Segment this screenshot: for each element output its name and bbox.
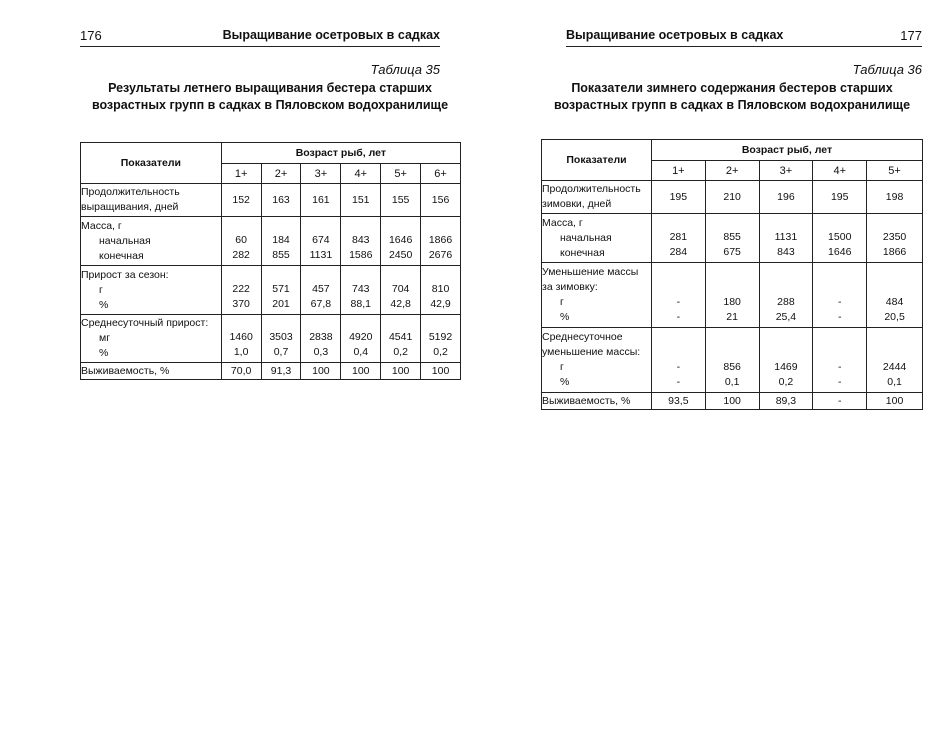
cell: 25,4 [775,311,797,323]
cell: 675 [723,246,741,258]
cell: 100 [705,393,759,410]
cell: 370 [232,298,250,310]
age-header: 4+ [341,164,381,184]
cell: 198 [867,181,923,214]
row-sublabel: начальная [99,234,151,247]
cell: 89,3 [759,393,813,410]
page-number: 176 [80,28,102,43]
row-label: Масса, г [542,216,583,229]
age-header: 2+ [261,164,301,184]
cell: 1866 [882,246,907,258]
cell: 1646 [388,234,413,246]
age-header: 6+ [421,164,461,184]
row-label: Масса, г [81,219,122,232]
cell: 222 [232,283,250,295]
cell: 2838 [309,331,333,343]
row-sublabel: конечная [560,246,605,259]
cell: 1500 [828,231,852,243]
cell: 1586 [349,249,373,261]
age-header: 4+ [813,161,867,181]
cell: 5192 [428,331,453,343]
cell: 91,3 [261,363,301,380]
table-row [542,214,923,263]
cell: 184 [272,234,290,246]
row-label: Прирост за сезон: [81,268,169,281]
page-number: 177 [900,28,922,43]
cell: - [676,361,681,373]
cell: 4920 [349,331,373,343]
cell: 0,4 [353,346,369,358]
cell: - [676,311,681,323]
cell: 0,7 [273,346,289,358]
row-label: Продолжительность выращивания, дней [81,184,222,217]
cell: 210 [705,181,759,214]
cell: 1,0 [233,346,249,358]
right-page [466,0,932,737]
cell: 1646 [828,246,852,258]
cell: 0,1 [724,376,740,388]
cell: - [837,361,842,373]
cell: 457 [312,283,330,295]
cell: 100 [301,363,341,380]
row-sublabel: г [560,296,564,308]
age-header: 5+ [381,164,421,184]
cell: 1469 [774,361,798,373]
running-header [566,28,922,47]
table-row [542,263,923,328]
running-header [80,28,440,47]
cell: 21 [726,311,738,323]
cell: 0,2 [433,346,448,358]
table-row [81,363,461,380]
cell: - [676,296,681,308]
table-row [81,217,461,266]
cell: 195 [813,181,867,214]
row-label: Среднесуточное уменьшение массы: [542,331,641,358]
row-sublabel: % [99,298,109,311]
cell: 843 [777,246,795,258]
cell: 288 [777,296,795,308]
cell: 856 [723,361,741,373]
cell: - [837,311,842,323]
cell: 100 [381,363,421,380]
cell: 100 [341,363,381,380]
cell: 155 [381,184,421,217]
cell: 4541 [388,331,413,343]
cell: 0,3 [313,346,329,358]
cell: 2444 [882,361,907,373]
cell: 0,1 [887,376,902,388]
running-title: Выращивание осетровых в садках [566,28,784,42]
cell: 163 [261,184,301,217]
cell: 67,8 [310,298,332,310]
cell: 60 [235,234,247,246]
age-header: 3+ [759,161,813,181]
cell: 282 [232,249,250,261]
table-row [81,315,461,363]
cell: 93,5 [651,393,705,410]
row-sublabel: мг [99,332,111,344]
table-label: Таблица 36 [852,62,922,77]
table-row [542,393,923,410]
cell: 100 [867,393,923,410]
cell: 0,2 [393,346,408,358]
header-age: Возраст рыб, лет [651,140,922,161]
cell: - [837,376,842,388]
cell: 1131 [774,231,798,243]
cell: 100 [421,363,461,380]
cell: 156 [421,184,461,217]
table-title: Показатели зимнего содержания бестеров старших возрастных групп в садках в Пяловском водохранилище [553,81,911,112]
table-row [542,181,923,214]
age-header: 1+ [651,161,705,181]
cell: 281 [669,231,688,243]
cell: 571 [272,283,290,295]
row-sublabel: % [99,347,109,359]
row-label: Среднесуточный прирост: [81,317,209,329]
cell: 0,2 [778,376,794,388]
cell: 88,1 [350,298,371,310]
cell: 151 [341,184,381,217]
row-label: Уменьшение массы за зимовку: [542,266,639,293]
age-header: 1+ [221,164,261,184]
cell: - [813,393,867,410]
header-indicator: Показатели [81,143,222,184]
table-row [542,328,923,393]
row-sublabel: г [560,361,564,373]
row-sublabel: % [560,311,570,323]
cell: 1866 [428,234,453,246]
row-label: Выживаемость, % [81,363,222,380]
cell: 42,9 [430,298,451,310]
running-title: Выращивание осетровых в садках [222,28,440,42]
cell: 196 [759,181,813,214]
cell: 201 [272,298,290,310]
table-label: Таблица 35 [370,62,440,77]
table-35 [80,142,461,380]
header-indicator: Показатели [542,140,652,181]
age-header: 3+ [301,164,341,184]
cell: 70,0 [221,363,261,380]
cell: 152 [221,184,261,217]
cell: 2450 [388,249,413,261]
cell: 704 [391,283,410,295]
row-sublabel: г [99,283,103,296]
row-sublabel: % [560,376,570,388]
age-header: 5+ [867,161,923,181]
cell: 743 [351,283,370,295]
row-label: Продолжительность зимовки, дней [542,181,652,214]
cell: - [676,376,681,388]
row-sublabel: конечная [99,249,144,262]
cell: - [837,296,842,308]
cell: 42,8 [390,298,411,310]
cell: 161 [301,184,341,217]
cell: 180 [723,296,741,308]
cell: 843 [351,234,370,246]
age-header: 2+ [705,161,759,181]
row-sublabel: начальная [560,231,612,244]
cell: 195 [651,181,705,214]
cell: 484 [885,296,904,308]
cell: 810 [431,283,450,295]
cell: 855 [723,231,741,243]
table-36 [541,139,923,410]
cell: 284 [669,246,688,258]
table-row [81,184,461,217]
row-label: Выживаемость, % [542,393,652,410]
table-row [81,266,461,315]
cell: 1131 [309,249,333,261]
cell: 674 [312,234,330,246]
cell: 855 [272,249,290,261]
cell: 2676 [428,249,453,261]
header-age: Возраст рыб, лет [221,143,460,164]
cell: 3503 [269,331,293,343]
cell: 2350 [882,231,907,243]
cell: 1460 [229,331,253,343]
table-title: Результаты летнего выращивания бестера старших возрастных групп в садках в Пяловском водохранилище [91,81,449,112]
cell: 20,5 [884,311,905,323]
